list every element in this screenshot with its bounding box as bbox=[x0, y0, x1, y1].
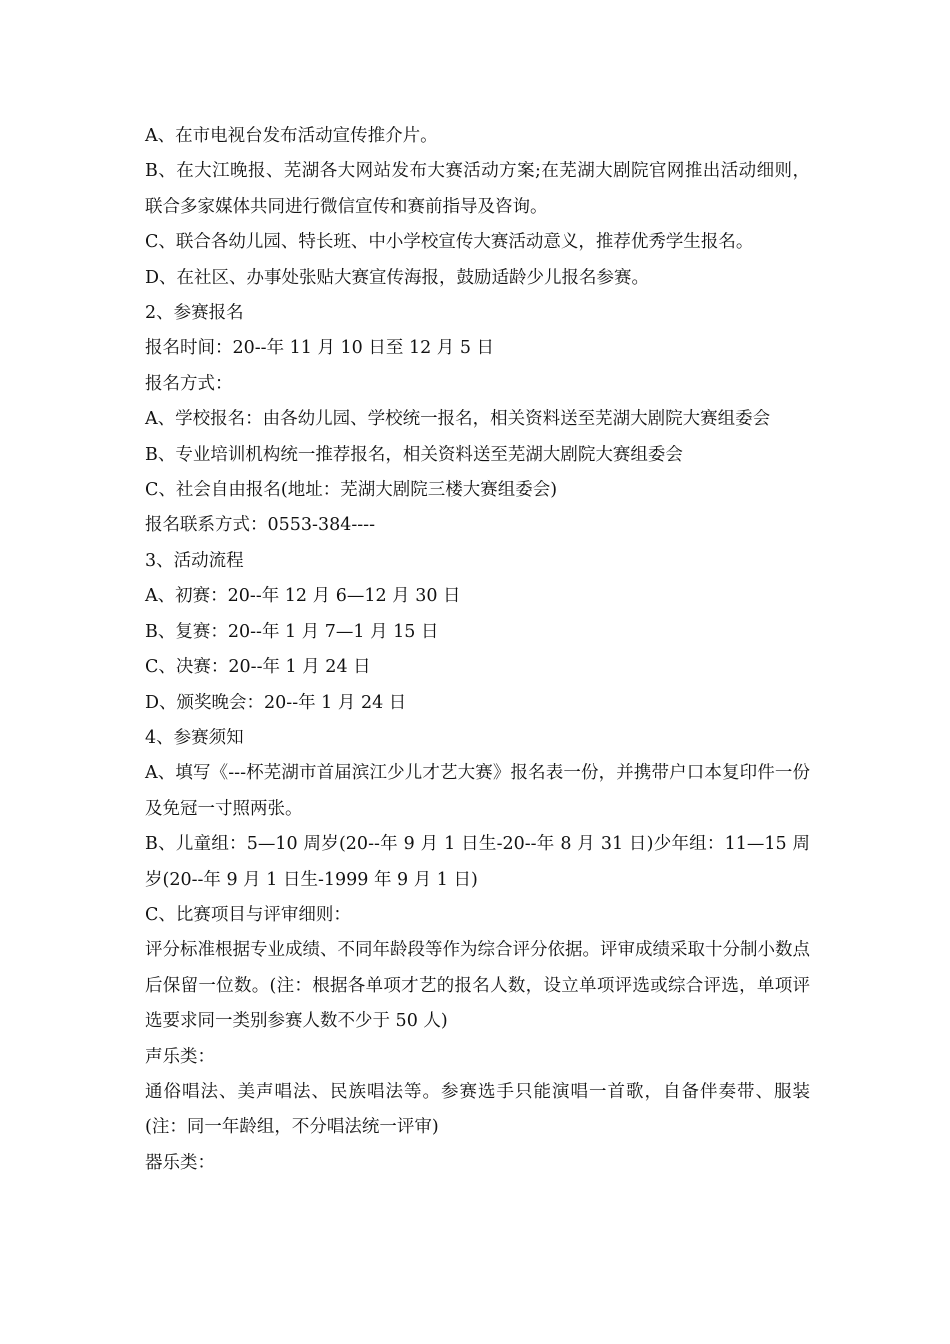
document-body bbox=[145, 119, 810, 1181]
paragraph-registration-time: 报名时间：20--年 11 月 10 日至 12 月 5 日 bbox=[145, 338, 495, 359]
paragraph-process-preliminary: A、初赛：20--年 12 月 6—12 月 30 日 bbox=[145, 586, 461, 607]
paragraph-registration-contact: 报名联系方式：0553-384---- bbox=[145, 515, 376, 536]
paragraph-process-semifinal: B、复赛：20--年 1 月 7—1 月 15 日 bbox=[145, 621, 439, 642]
paragraph-notice-rules-heading: C、比赛项目与评审细则： bbox=[145, 904, 351, 925]
paragraph-vocal-details: 通俗唱法、美声唱法、民族唱法等。参赛选手只能演唱一首歌，自备伴奏带、服装(注：同一年龄组，不分唱法统一评审) bbox=[145, 1081, 810, 1138]
paragraph-publicity-schools: C、联合各幼儿园、特长班、中小学校宣传大赛活动意义，推荐优秀学生报名。 bbox=[145, 232, 754, 253]
paragraph-process-awards: D、颁奖晚会：20--年 1 月 24 日 bbox=[145, 692, 407, 713]
paragraph-scoring-criteria: 评分标准根据专业成绩、不同年龄段等作为综合评分依据。评审成绩采取十分制小数点后保留一位数。(注：根据各单项才艺的报名人数，设立单项评选或综合评选，单项评选要求同一类别参赛人数不少于 50 人) bbox=[145, 940, 810, 1032]
section-heading-process: 3、活动流程 bbox=[145, 550, 244, 571]
paragraph-instrumental-category: 器乐类： bbox=[145, 1152, 215, 1173]
paragraph-notice-age-groups: B、儿童组：5—10 周岁(20--年 9 月 1 日生-20--年 8 月 31 日)少年组：11—15 周岁(20--年 9 月 1 日生-1999 年 9 月 1 日) bbox=[145, 834, 810, 890]
paragraph-registration-school: A、学校报名：由各幼儿园、学校统一报名，相关资料送至芜湖大剧院大赛组委会 bbox=[145, 409, 771, 430]
paragraph-registration-public: C、社会自由报名(地址：芜湖大剧院三楼大赛组委会) bbox=[145, 480, 558, 501]
paragraph-publicity-posters: D、在社区、办事处张贴大赛宣传海报，鼓励适龄少儿报名参赛。 bbox=[145, 267, 650, 288]
paragraph-notice-form: A、填写《---杯芜湖市首届滨江少儿才艺大赛》报名表一份，并携带户口本复印件一份及免冠一寸照两张。 bbox=[145, 763, 810, 819]
paragraph-vocal-category: 声乐类： bbox=[145, 1046, 215, 1067]
section-heading-registration: 2、参赛报名 bbox=[145, 303, 244, 324]
paragraph-registration-institution: B、专业培训机构统一推荐报名，相关资料送至芜湖大剧院大赛组委会 bbox=[145, 444, 683, 465]
paragraph-registration-method: 报名方式： bbox=[145, 373, 233, 394]
paragraph-publicity-tv: A、在市电视台发布活动宣传推介片。 bbox=[145, 126, 438, 146]
section-heading-notice: 4、参赛须知 bbox=[145, 727, 244, 748]
paragraph-publicity-media: B、在大江晚报、芜湖各大网站发布大赛活动方案;在芜湖大剧院官网推出活动细则，联合多家媒体共同进行微信宣传和赛前指导及咨询。 bbox=[145, 161, 810, 217]
paragraph-process-final: C、决赛：20--年 1 月 24 日 bbox=[145, 657, 371, 678]
